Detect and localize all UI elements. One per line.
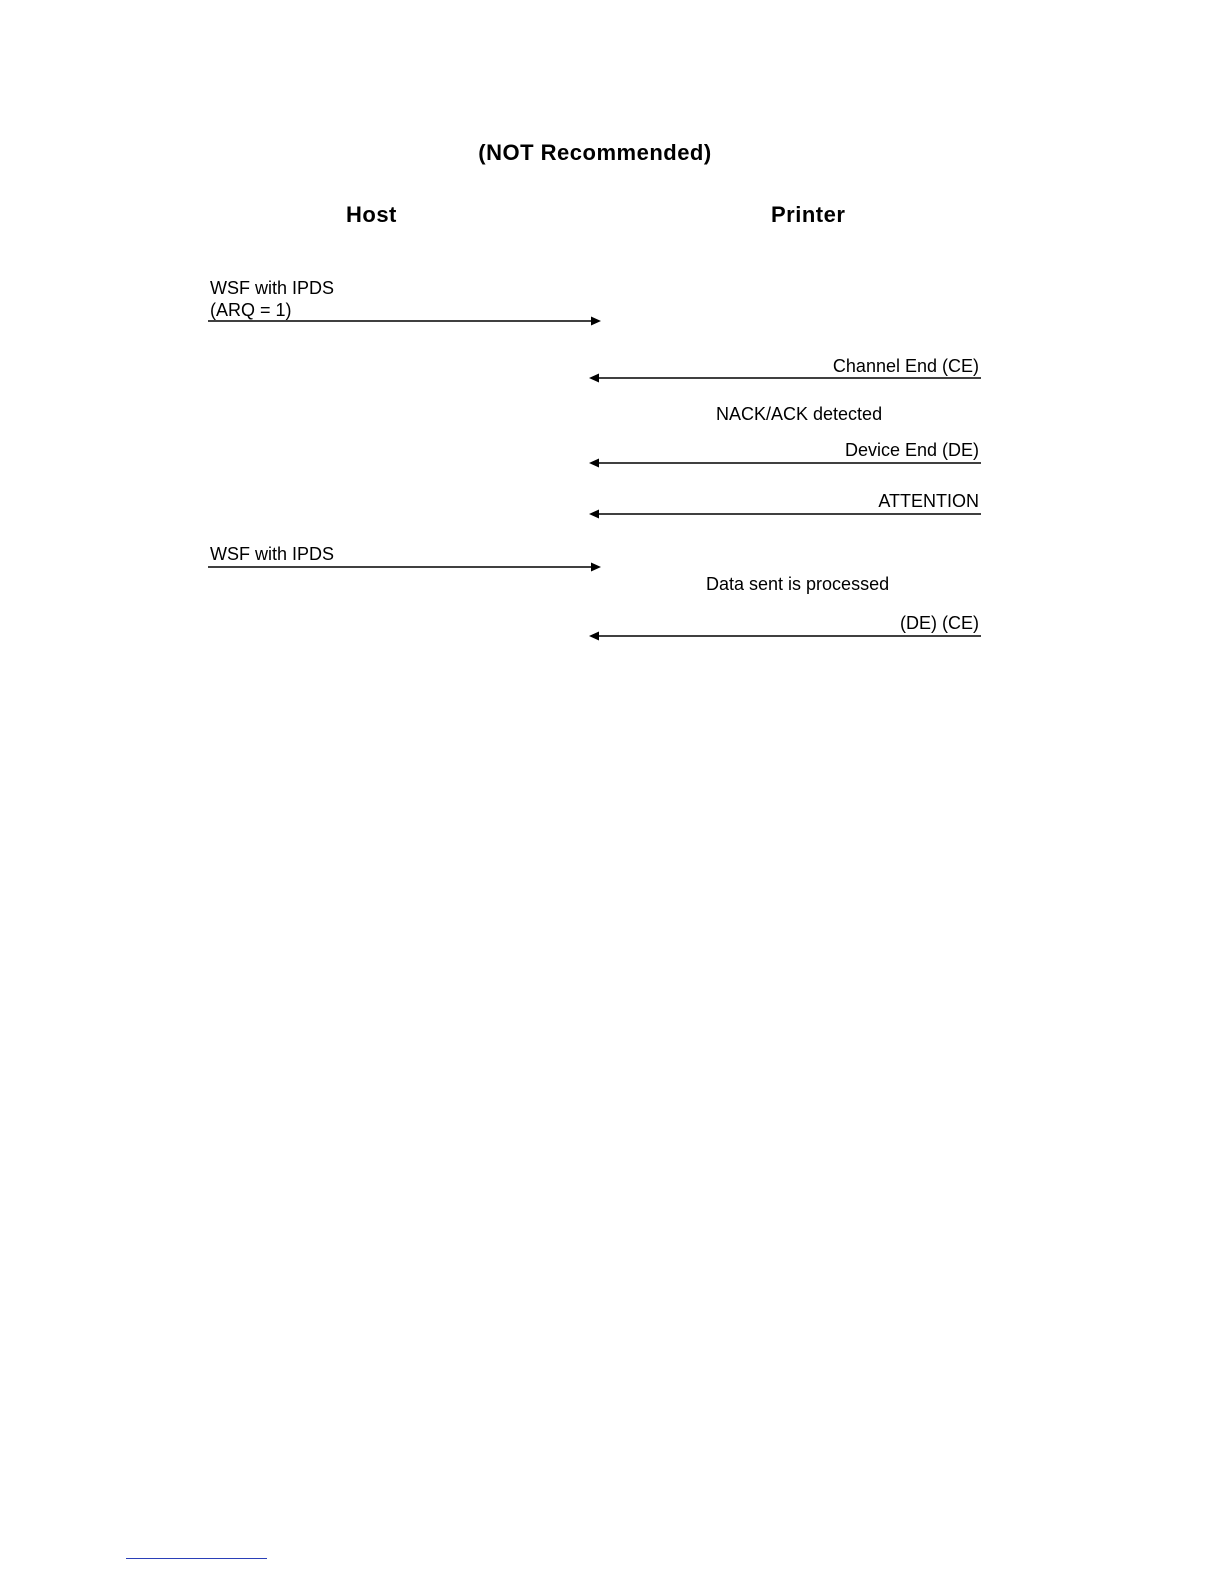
printer-column-header: Printer: [771, 202, 846, 227]
arrow-host-to-printer-wsf: [208, 563, 601, 572]
message-label-device-end: Device End (DE): [844, 440, 979, 460]
message-label-channel-end: Channel End (CE): [832, 356, 979, 376]
arrow-printer-to-host-attention: [589, 510, 981, 519]
diagram-title: (NOT Recommended): [478, 140, 712, 165]
arrow-printer-to-host-device-end: [589, 459, 981, 468]
arrow-printer-to-host-de-ce: [589, 632, 981, 641]
footnote-rule: [126, 1558, 267, 1559]
note-data-processed: Data sent is processed: [706, 574, 890, 594]
message-label-de-ce: (DE) (CE): [900, 613, 979, 633]
message-label-attention: ATTENTION: [878, 491, 979, 511]
arrow-printer-to-host-channel-end: [589, 374, 981, 383]
arrow-host-to-printer-wsf-arq: [208, 317, 601, 326]
message-label-line: (ARQ = 1): [210, 300, 292, 320]
note-nack-ack-detected: NACK/ACK detected: [716, 404, 883, 424]
host-column-header: Host: [346, 202, 397, 227]
sequence-arrows: [0, 0, 1224, 700]
message-label-line: WSF with IPDS: [210, 278, 335, 298]
message-label-wsf: WSF with IPDS: [210, 544, 335, 564]
